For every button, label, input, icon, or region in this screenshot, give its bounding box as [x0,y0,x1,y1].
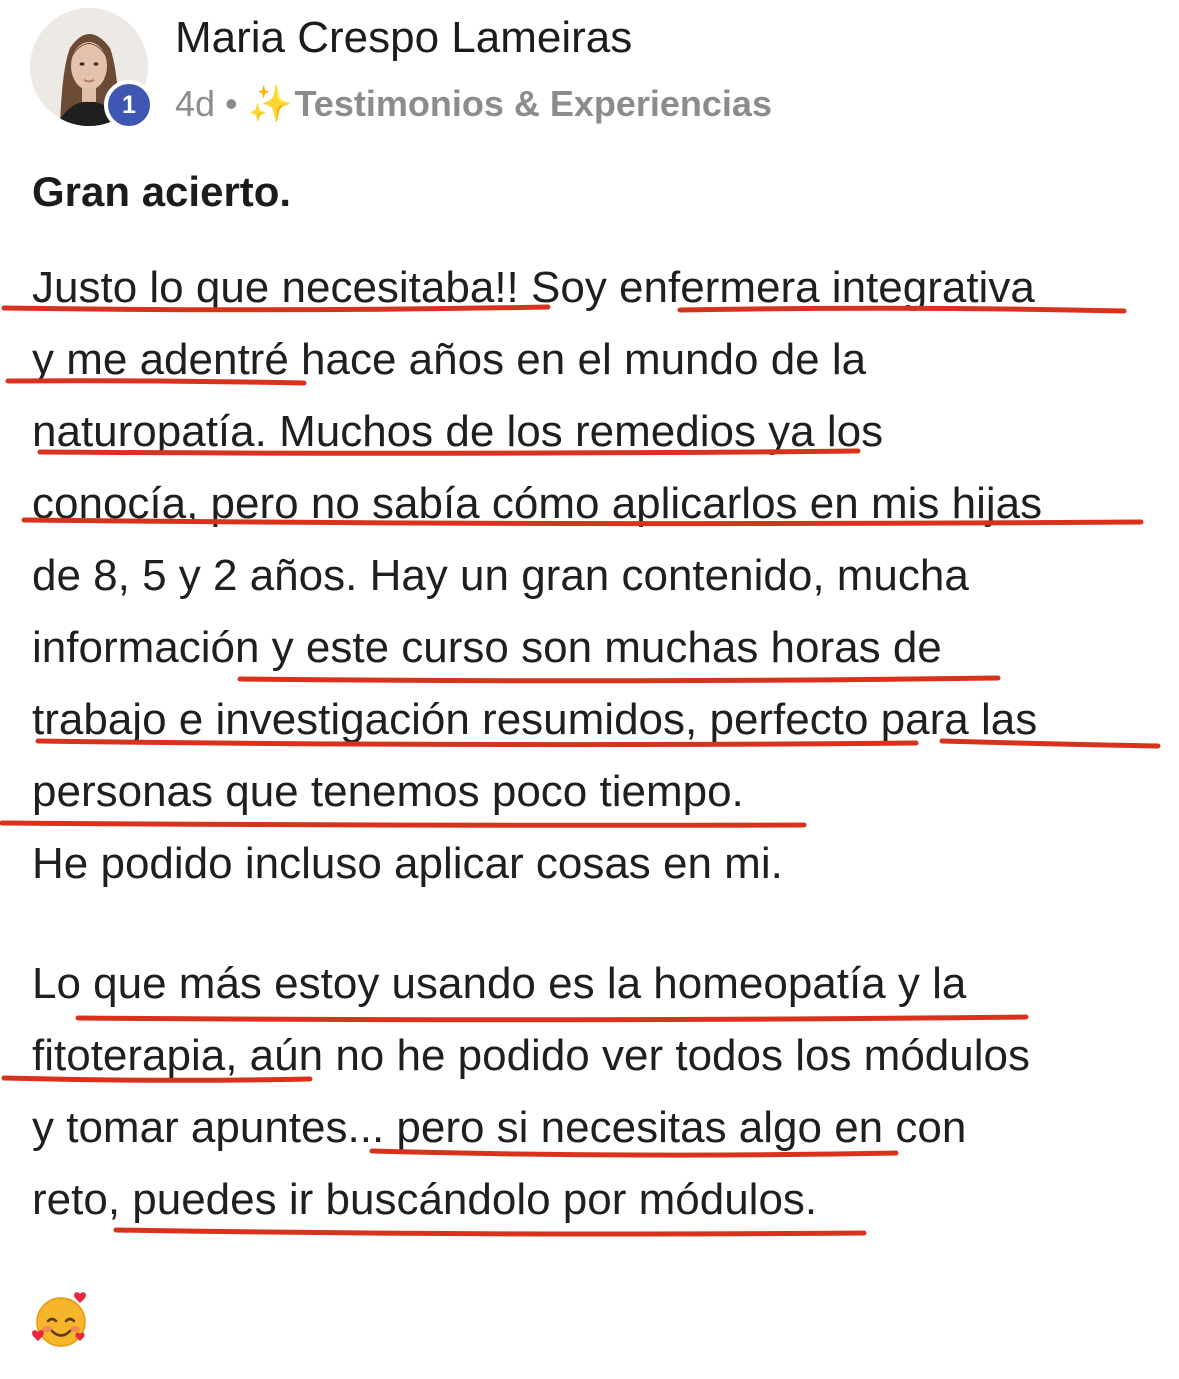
post-title: Gran acierto. [32,168,292,215]
post-meta [175,82,772,126]
post-body-paragraph-1 [32,252,1162,900]
sparkle-icon: ✨ [247,83,293,124]
post-category-link[interactable]: Testimonios & Experiencias [294,83,772,124]
body-line: conocía, pero no sabía cómo aplicarlos en mis hijas [32,479,1043,528]
body-line: Justo lo que necesitaba!! Soy enfermera integrativa [32,263,1035,312]
body-line: información y este curso son muchas horas de [32,623,942,672]
body-line: y tomar apuntes... pero si necesitas algo en con [32,1103,967,1152]
author-name[interactable]: Maria Crespo Lameiras [175,13,633,62]
body-line: personas que tenemos poco tiempo. [32,767,744,816]
level-badge: 1 [104,80,154,130]
meta-separator: • [225,83,238,124]
body-line: fitoterapia, aún no he podido ver todos los módulos [32,1031,1030,1080]
body-line: y me adentré hace años en el mundo de la [32,335,867,384]
post-time: 4d [175,83,216,124]
smiling-face-with-hearts-icon[interactable] [30,1288,94,1352]
post-body-paragraph-2 [32,948,1162,1236]
body-line: naturopatía. Muchos de los remedios ya los [32,407,884,456]
body-line: de 8, 5 y 2 años. Hay un gran contenido, mucha [32,551,969,600]
body-line: Lo que más estoy usando es la homeopatía y la [32,959,967,1008]
author-avatar-container[interactable] [30,8,152,130]
body-line: reto, puedes ir buscándolo por módulos. [32,1175,818,1224]
body-line: trabajo e investigación resumidos, perfecto para las [32,695,1038,744]
body-line: He podido incluso aplicar cosas en mi. [32,839,783,888]
post-header [0,0,1179,140]
